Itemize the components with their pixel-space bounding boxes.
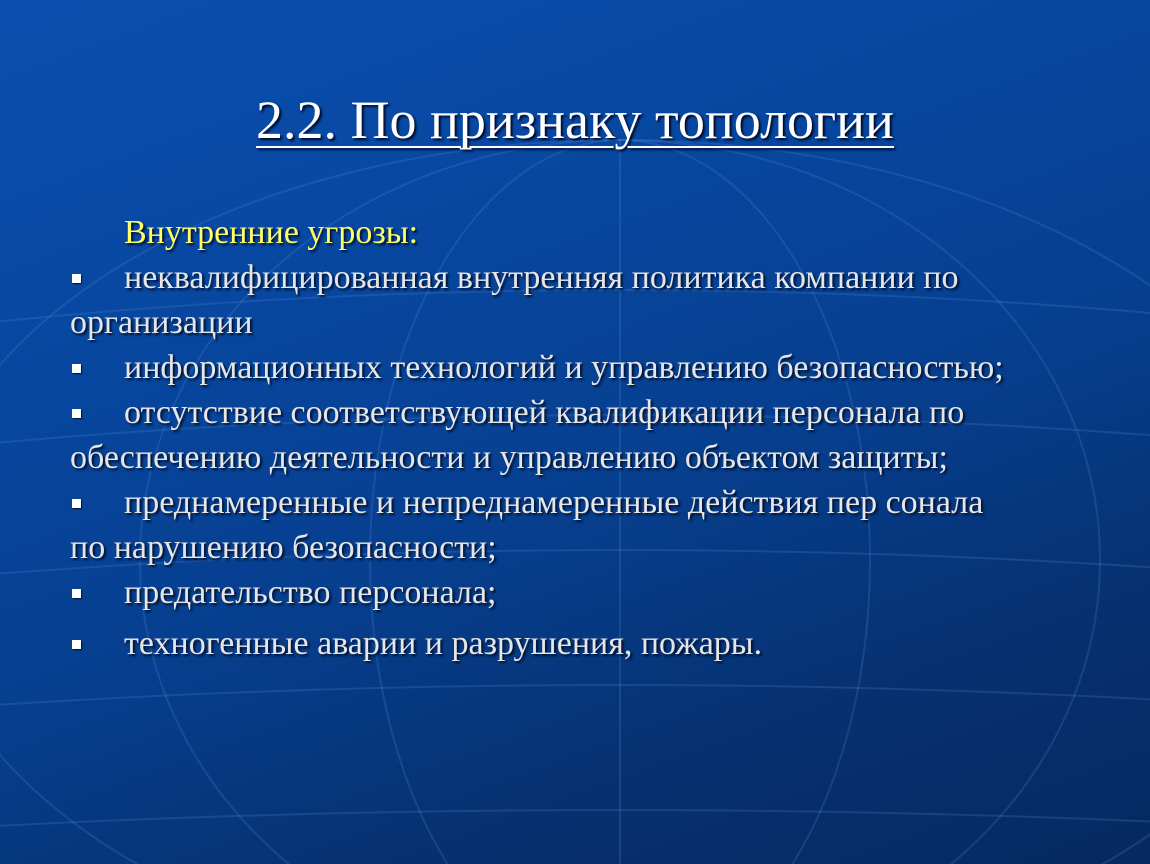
list-item: [70, 390, 1130, 480]
slide-body: [70, 210, 1130, 666]
square-bullet-icon: [72, 499, 81, 508]
list-item: [70, 621, 1130, 666]
list-item-text: преднамеренные и непреднамеренные действия пер сонала: [124, 484, 984, 521]
list-item-continuation: обеспечению деятельности и управлению объектом защиты;: [70, 439, 948, 476]
slide-title: 2.2. По признаку топологии: [256, 90, 894, 150]
list-item: [70, 345, 1130, 390]
square-bullet-icon: [72, 640, 81, 649]
list-item-text: техногенные аварии и разрушения, пожары.: [124, 625, 763, 662]
list-item-continuation: по нарушению безопасности;: [70, 529, 497, 566]
square-bullet-icon: [72, 409, 81, 418]
subheading: Внутренние угрозы:: [124, 214, 419, 251]
list-item-text: предательство персонала;: [124, 574, 497, 611]
list-item: [70, 570, 1130, 615]
square-bullet-icon: [72, 364, 81, 373]
list-item: [70, 255, 1130, 345]
list-item-text: неквалифицированная внутренняя политика компании по: [124, 259, 959, 296]
list-item-text: отсутствие соответствующей квалификации персонала по: [124, 394, 965, 431]
square-bullet-icon: [72, 274, 81, 283]
list-item-text: информационных технологий и управлению безопасностью;: [124, 349, 1004, 386]
list-item: [70, 480, 1130, 570]
list-item-continuation: организации: [70, 304, 253, 341]
square-bullet-icon: [72, 589, 81, 598]
